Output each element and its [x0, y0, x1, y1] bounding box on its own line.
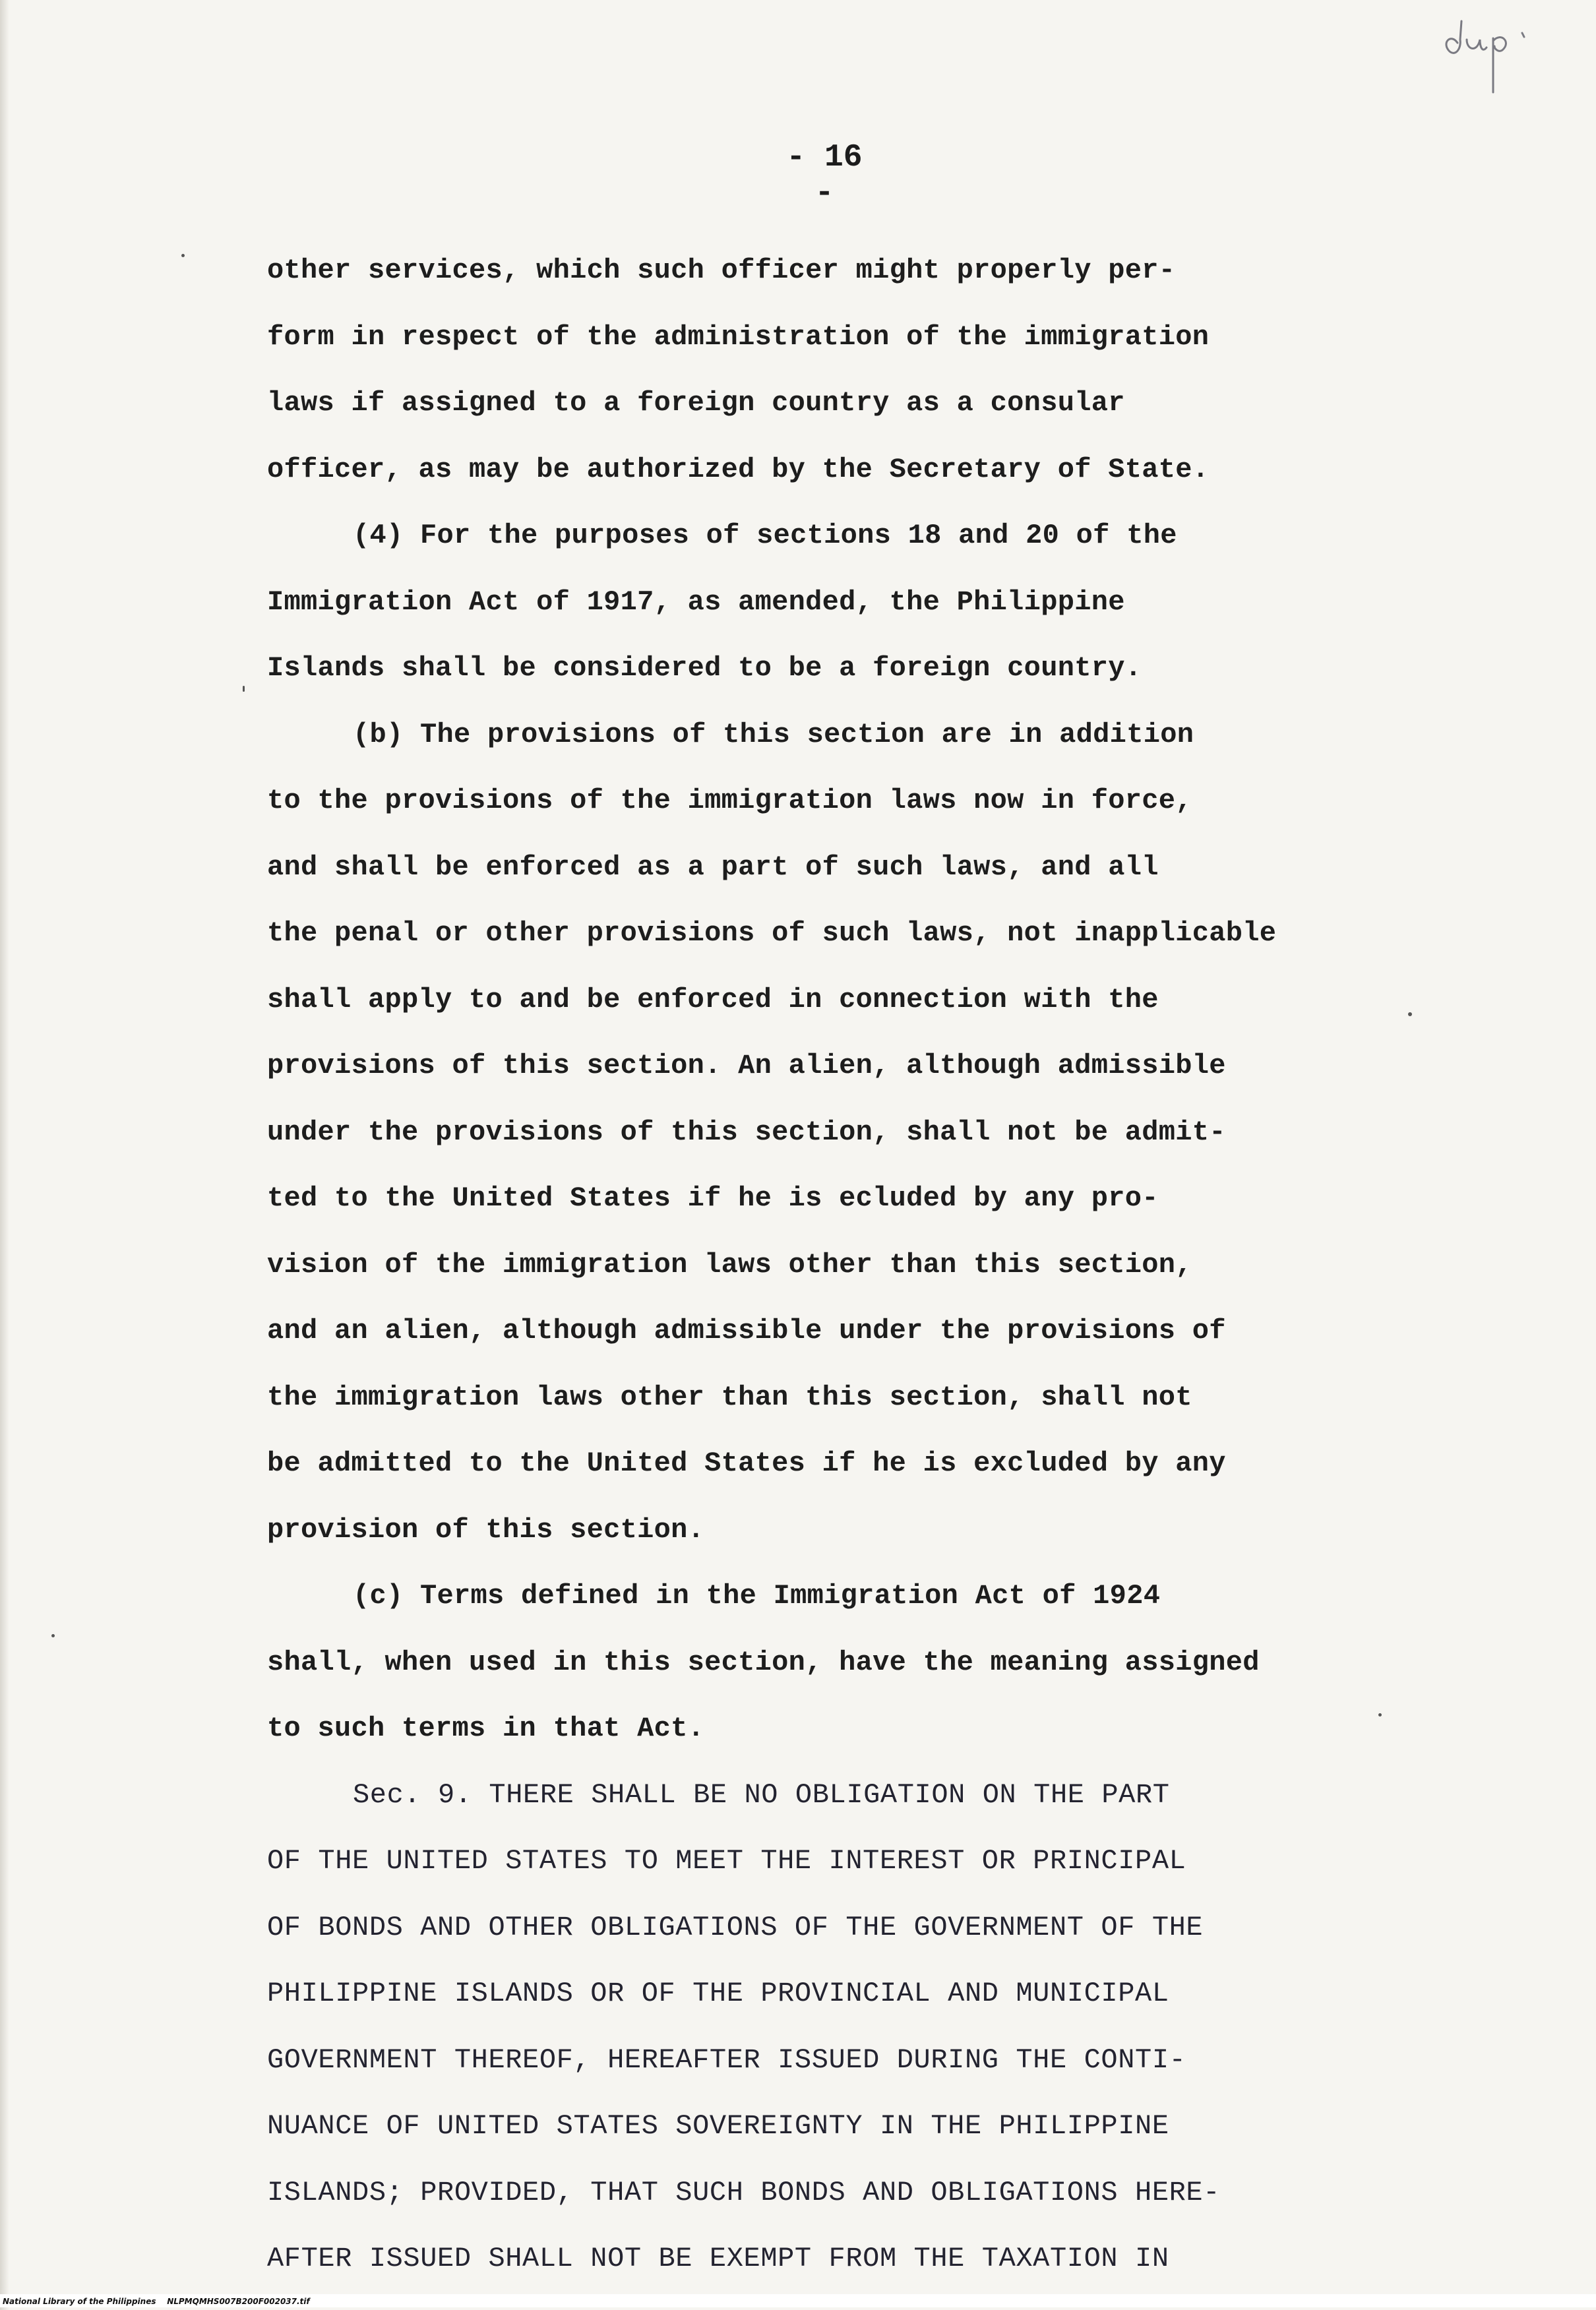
text-line: form in respect of the administration of the immigration: [267, 320, 1210, 353]
page-number: - 16 -: [786, 140, 863, 211]
page-edge-shadow: [0, 0, 9, 2310]
text-line: and an alien, although admissible under the provisions of: [267, 1315, 1226, 1347]
text-line: vision of the immigration laws other than this section,: [267, 1248, 1192, 1281]
text-line: other services, which such officer might properly per-: [267, 255, 1176, 286]
text-line: under the provisions of this section, shall not be admit-: [267, 1116, 1226, 1148]
text-line: to the provisions of the immigration laws now in force,: [267, 785, 1192, 816]
text-line: Immigration Act of 1917, as amended, the Philippine: [267, 586, 1125, 618]
text-line: the penal or other provisions of such laws, not inapplicable: [267, 917, 1277, 949]
dust-speck: [181, 254, 185, 257]
text-line: and shall be enforced as a part of such laws, and all: [267, 851, 1159, 883]
text-line: OF THE UNITED STATES TO MEET THE INTEREST OR PRINCIPAL: [267, 1845, 1186, 1877]
text-line: (4) For the purposes of sections 18 and 20 of the: [353, 520, 1177, 551]
handwritten-note-image: [1438, 13, 1570, 112]
text-line: to such terms in that Act.: [267, 1713, 705, 1744]
dust-speck: [243, 686, 245, 692]
handwritten-note: [1438, 13, 1570, 112]
scan-footer-text: National Library of the Philippines NLPMQMHS007B200F002037.tif: [3, 2297, 310, 2306]
text-line: provisions of this section. An alien, although admissible: [267, 1050, 1226, 1081]
text-line: officer, as may be authorized by the Secretary of State.: [267, 453, 1210, 485]
text-line: provision of this section.: [267, 1513, 705, 1546]
text-line: GOVERNMENT THEREOF, HEREAFTER ISSUED DURING THE CONTI-: [267, 2044, 1186, 2076]
text-line: shall, when used in this section, have the meaning assigned: [267, 1646, 1260, 1678]
text-line: laws if assigned to a foreign country as a consular: [267, 387, 1125, 419]
text-line: be admitted to the United States if he is excluded by any: [267, 1447, 1226, 1479]
text-line: shall apply to and be enforced in connection with the: [267, 983, 1159, 1016]
dust-speck: [1408, 1012, 1412, 1016]
text-line: ted to the United States if he is ecluded by any pro-: [267, 1182, 1159, 1214]
text-line: NUANCE OF UNITED STATES SOVEREIGNTY IN THE PHILIPPINE: [267, 2110, 1169, 2142]
text-line: ISLANDS; PROVIDED, THAT SUCH BONDS AND OBLIGATIONS HERE-: [267, 2176, 1221, 2208]
text-line: (b) The provisions of this section are in addition: [353, 718, 1194, 750]
text-line: AFTER ISSUED SHALL NOT BE EXEMPT FROM THE TAXATION IN: [267, 2243, 1169, 2274]
text-line: PHILIPPINE ISLANDS OR OF THE PROVINCIAL AND MUNICIPAL: [267, 1978, 1169, 2009]
text-line: the immigration laws other than this section, shall not: [267, 1381, 1192, 1413]
text-line: Islands shall be considered to be a foreign country.: [267, 652, 1142, 684]
text-line: Sec. 9. THERE SHALL BE NO OBLIGATION ON THE PART: [353, 1778, 1170, 1811]
text-line: (c) Terms defined in the Immigration Act of 1924: [353, 1580, 1161, 1612]
dust-speck: [1378, 1713, 1382, 1717]
dust-speck: [51, 1634, 55, 1637]
text-line: OF BONDS AND OTHER OBLIGATIONS OF THE GOVERNMENT OF THE: [267, 1911, 1204, 1943]
body-text: [267, 237, 1335, 2292]
